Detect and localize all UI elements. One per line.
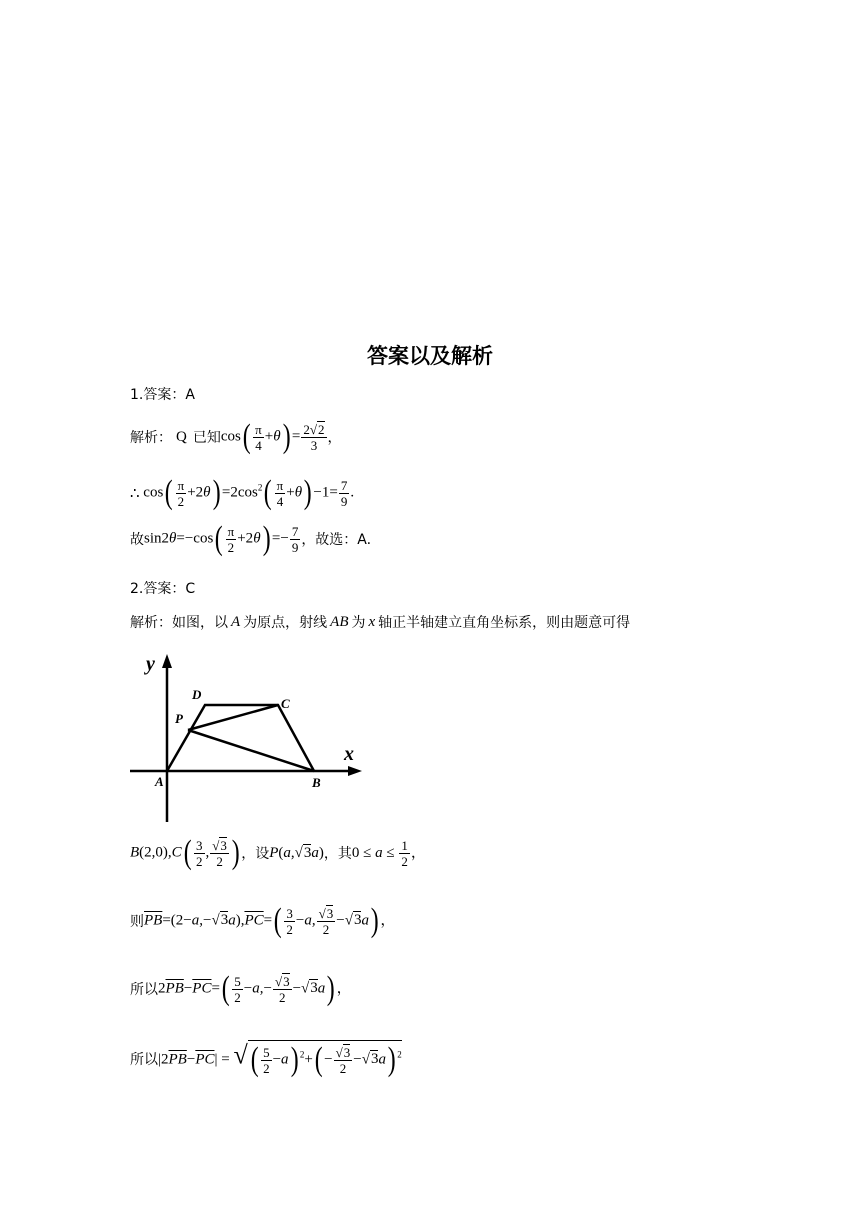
axis-text: 轴正半轴建立直角坐标系，则由题意可得	[378, 615, 631, 631]
x-arrow-icon	[348, 766, 362, 776]
origin-text: 为原点，射线	[243, 615, 328, 631]
y-arrow-icon	[162, 654, 172, 668]
axis-x-label: x	[368, 613, 376, 630]
set-text: ，设	[241, 846, 270, 862]
q2-vectors-line	[130, 904, 395, 938]
magnitude-formula: $|2\overline{PB}-\overline{PC}|$ = √( $\frac{5}{2}$ −a) $^2$+( − $\frac{√3}{2}$ −√3a) $^2$	[158, 1040, 402, 1078]
q2-analysis-line	[130, 612, 630, 632]
q2-coords-line	[130, 836, 426, 870]
so-prefix: 故	[130, 532, 144, 548]
coords-p: P(a,√3a)	[269, 844, 324, 861]
then-text: 则	[130, 914, 144, 930]
therefore-symbol: ∴	[130, 485, 140, 502]
label-a: A	[155, 774, 164, 789]
page-title: 答案以及解析	[367, 344, 493, 368]
vector-formula: $\overline{PB}=(2-a,-√3a),\overline{PC}=$( $\frac{3}{2}$ −a, $\frac{√3}{2}$ −√3a) ，	[144, 902, 396, 939]
because-symbol: Q	[176, 428, 187, 445]
label-y: y	[146, 653, 155, 675]
coords-b-c: B(2,0),C( $\frac{3}{2}$ , $\frac{√3}{2}$ )	[130, 834, 240, 871]
q1-answer: 1.答案：A	[130, 387, 195, 403]
so-text-1: 所以	[130, 982, 158, 998]
so-text-2: 所以	[130, 1051, 158, 1068]
q1-formula-2: cos( $\frac{\pi}{2}$ $+2\theta) =2\cos^2$( $\frac{\pi}{4}$ +θ) −1= $\frac{7}{9}$ .	[139, 474, 355, 511]
label-d: D	[192, 687, 202, 702]
label-x: x	[344, 743, 354, 765]
q1-line1	[130, 420, 342, 454]
where-text: ，其	[323, 846, 352, 862]
comma: ，	[327, 430, 342, 446]
q1-line3	[130, 522, 371, 556]
q2-analysis-text: 解析：如图，以	[130, 615, 228, 631]
q2-magnitude-line	[130, 1040, 402, 1077]
label-c: C	[281, 696, 290, 711]
point-a-label: A	[231, 613, 241, 630]
q1-analysis-prefix: 解析：	[130, 430, 172, 446]
q1-formula-1: cos( $\frac{\pi}{4}$ +θ) = $\frac{2√2}{3}$	[220, 418, 325, 455]
known-text: 已知	[192, 430, 221, 446]
q1-conclusion: ，故选：A.	[301, 532, 372, 548]
range-a: 0 ≤ a ≤ $\frac{1}{2}$ ，	[351, 837, 426, 869]
is-text: 为	[351, 615, 366, 631]
q2-combination-line	[130, 972, 352, 1006]
ray-ab-label: AB	[330, 613, 349, 630]
label-b: B	[312, 775, 321, 790]
label-p: P	[175, 711, 183, 726]
q2-answer: 2.答案：C	[130, 581, 196, 597]
coordinate-figure	[130, 650, 370, 825]
q1-formula-3: sin2θ=−cos( $\frac{\pi}{2}$ +2θ) =− $\frac{7}{9}$	[144, 520, 299, 557]
q1-line2	[130, 476, 354, 510]
combination-formula: $2\overline{PB}-\overline{PC}=$( $\frac{5}{2}$ −a,− $\frac{√3}{2}$ −√3a) ，	[158, 970, 352, 1007]
